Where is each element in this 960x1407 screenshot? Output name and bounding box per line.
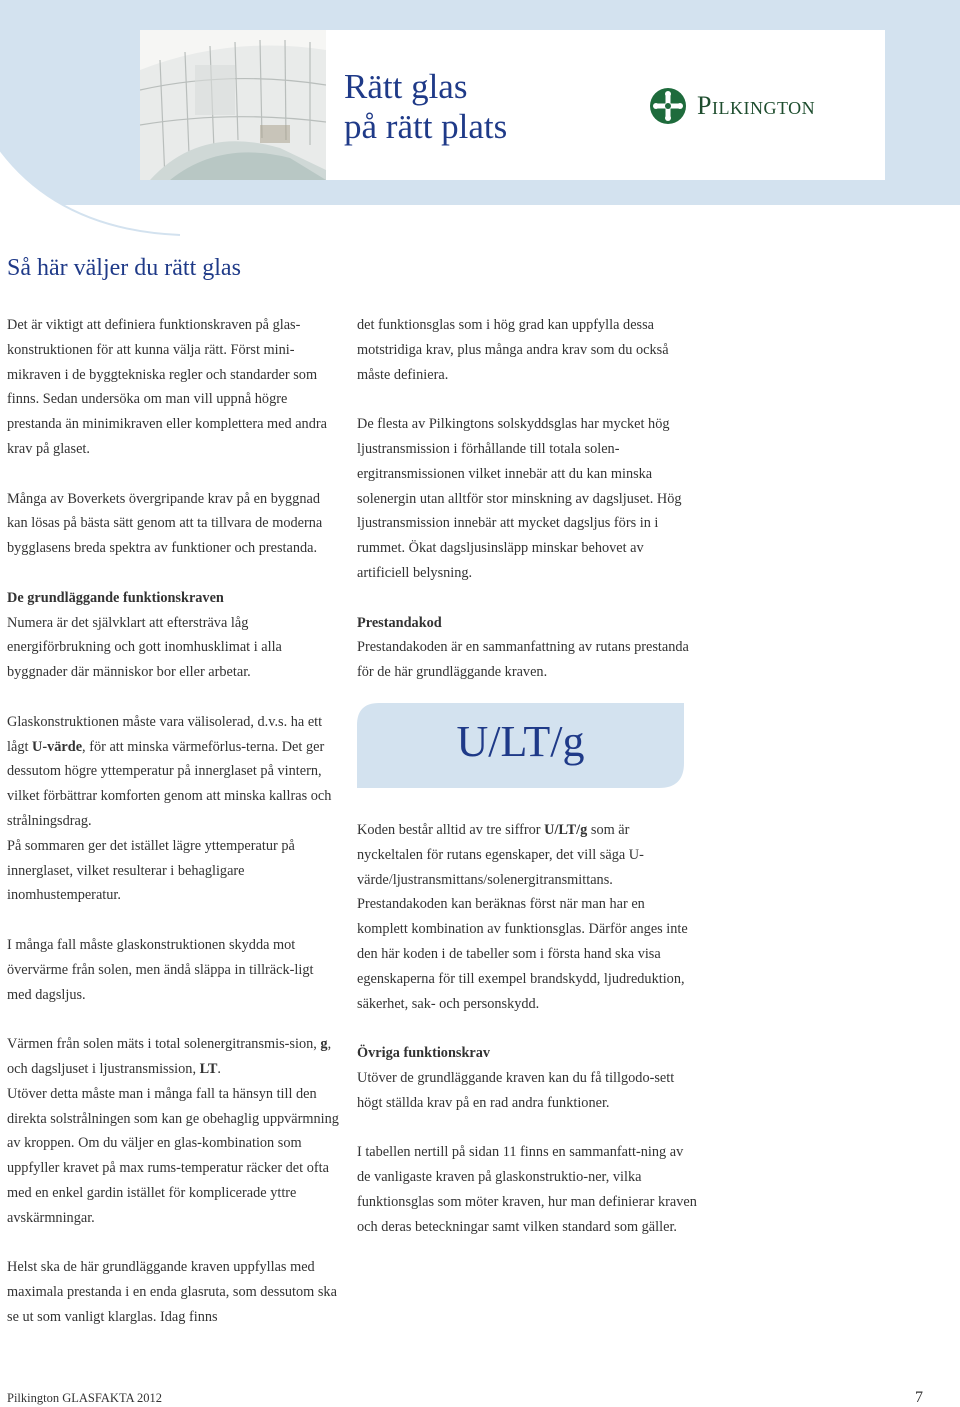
- right-paragraph-3: [357, 818, 697, 1016]
- performance-code-text: U/LT/g: [456, 716, 585, 766]
- text-span: , och dagsljuset i ljustransmission,: [7, 1036, 332, 1077]
- left-paragraph-2: Många av Boverkets övergripande krav på en byggnad kan lösas på bästa sätt genom att ta tillvara de moderna bygglasens breda spektra av funktioner och prestanda.: [7, 490, 323, 557]
- title-line-1: Rätt glas: [344, 67, 468, 106]
- footer-publication: Pilkington GLASFAKTA 2012: [7, 1391, 163, 1405]
- logo-wordmark: Pilkington: [697, 91, 816, 120]
- title-box: [326, 30, 885, 180]
- left-column: [7, 313, 339, 1330]
- right-paragraph-performance-code: Prestandakoden är en sammanfattning av rutans prestanda för de här grundläggande kraven.: [357, 639, 689, 681]
- lt-term: LT: [199, 1060, 218, 1077]
- left-paragraph-5b: Utöver detta måste man i många fall ta hänsyn till den direkta solstrålningen som kan ge obehaglig uppvärmning av kroppen. Om du väljer en glas-kombination som uppfyller kravet på max rums-temperatur räcker det ofta med en enkel gardin istället för komplicerade yttre avskärmningar.: [7, 1085, 339, 1226]
- right-paragraph-other-requirements: Utöver de grundläggande kraven kan du få tillgodo-sett högt ställda krav på en rad andra funktioner.: [357, 1069, 675, 1111]
- left-paragraph-3b: På sommaren ger det istället lägre yttemperatur på innerglaset, vilket resulterar i behagligare inomhustemperatur.: [7, 837, 295, 904]
- left-paragraph-3: [7, 710, 339, 834]
- left-paragraph-1: Det är viktigt att definiera funktionskraven på glas-konstruktionen för att kunna välja rätt. Först mini-mikraven i de byggtekniska regler och standarder som finns. Sedan undersöka om man vill uppnå högre prestanda än minimikraven eller komplettera med andra krav på glaset.: [7, 317, 327, 457]
- right-paragraph-2: De flesta av Pilkingtons solskyddsglas har mycket hög ljustransmission i förhållande till totala solen-ergitransmissionen vilket innebär att du kan minska solenergin utan alltför stor minskning av dagsljuset. Hög ljustransmission innebär att mycket dagsljus förs in i rummet. Ökat dagsljusinsläpp minskar behovet av artificiell belysning.: [357, 416, 682, 581]
- left-paragraph-4: I många fall måste glaskonstruktionen skydda mot övervärme från solen, men ändå släppa in tillräck-ligt med dagsljus.: [7, 936, 314, 1003]
- text-span: .: [217, 1060, 221, 1077]
- text-span: Koden består alltid av tre siffror: [357, 821, 545, 838]
- right-paragraph-4: I tabellen nertill på sidan 11 finns en sammanfatt-ning av de vanligaste kraven på glaskonstruktio-ner, vilka funktionsglas som möter kraven, hur man definierar kraven och deras beteckningar samt vilken standard som gäller.: [357, 1144, 697, 1235]
- pilkington-logo: [649, 87, 815, 125]
- left-paragraph-6: Helst ska de här grundläggande kraven uppfyllas med maximala prestanda i en enda glasruta, som dessutom ska se ut som vanligt klarglas. Idag finns: [7, 1259, 337, 1325]
- subheading-performance-code: Prestandakod: [357, 614, 442, 631]
- pilkington-cross-emblem-icon: [649, 87, 687, 125]
- title-line-2: på rätt plats: [344, 107, 508, 146]
- document-title: [344, 67, 507, 147]
- subheading-other-requirements: Övriga funktionskrav: [357, 1045, 491, 1062]
- section-heading: Så här väljer du rätt glas: [7, 255, 241, 281]
- code-term: U/LT/g: [544, 821, 588, 838]
- left-paragraph-basic-requirements: Numera är det självklart att eftersträva låg energiförbrukning och gott inomhusklimat i alla byggnader där människor bor eller arbetar.: [7, 614, 282, 681]
- left-paragraph-5: [7, 1032, 339, 1082]
- subheading-basic-requirements: De grundläggande funktionskraven: [7, 589, 224, 606]
- right-column: [357, 313, 697, 1240]
- page-number: 7: [915, 1389, 923, 1406]
- performance-code-box: [357, 703, 684, 788]
- g-term: g: [320, 1036, 328, 1053]
- building-interior-photo: [140, 30, 326, 180]
- text-span: Glaskonstruktionen måste vara välisolerad, d.v.s. ha ett lågt: [7, 713, 323, 755]
- text-span: som är nyckeltalen för rutans egenskaper, det vill säga U-värde/ljustransmittans/solenergitransmittans. Prestandakoden kan beräknas först när man har en komplett kombination av funktionsglas. Därför anges inte den här koden i de tabeller som i första hand ska visa egenskaperna för till exempel brandskydd, ljudreduktion, säkerhet, sak- och personskydd.: [357, 821, 688, 1012]
- u-value-term: U-värde: [32, 738, 83, 755]
- text-span: , för att minska värmeförlus-terna. Det ger dessutom högre yttemperatur på innerglaset på vintern, vilket förbättrar komforten genom att minska kallras och strålningsdrag.: [7, 738, 332, 829]
- right-paragraph-1: det funktionsglas som i hög grad kan uppfylla dessa motstridiga krav, plus många andra krav som du också måste definiera.: [357, 317, 669, 383]
- text-span: Värmen från solen mäts i total solenergitransmis-sion,: [7, 1036, 321, 1053]
